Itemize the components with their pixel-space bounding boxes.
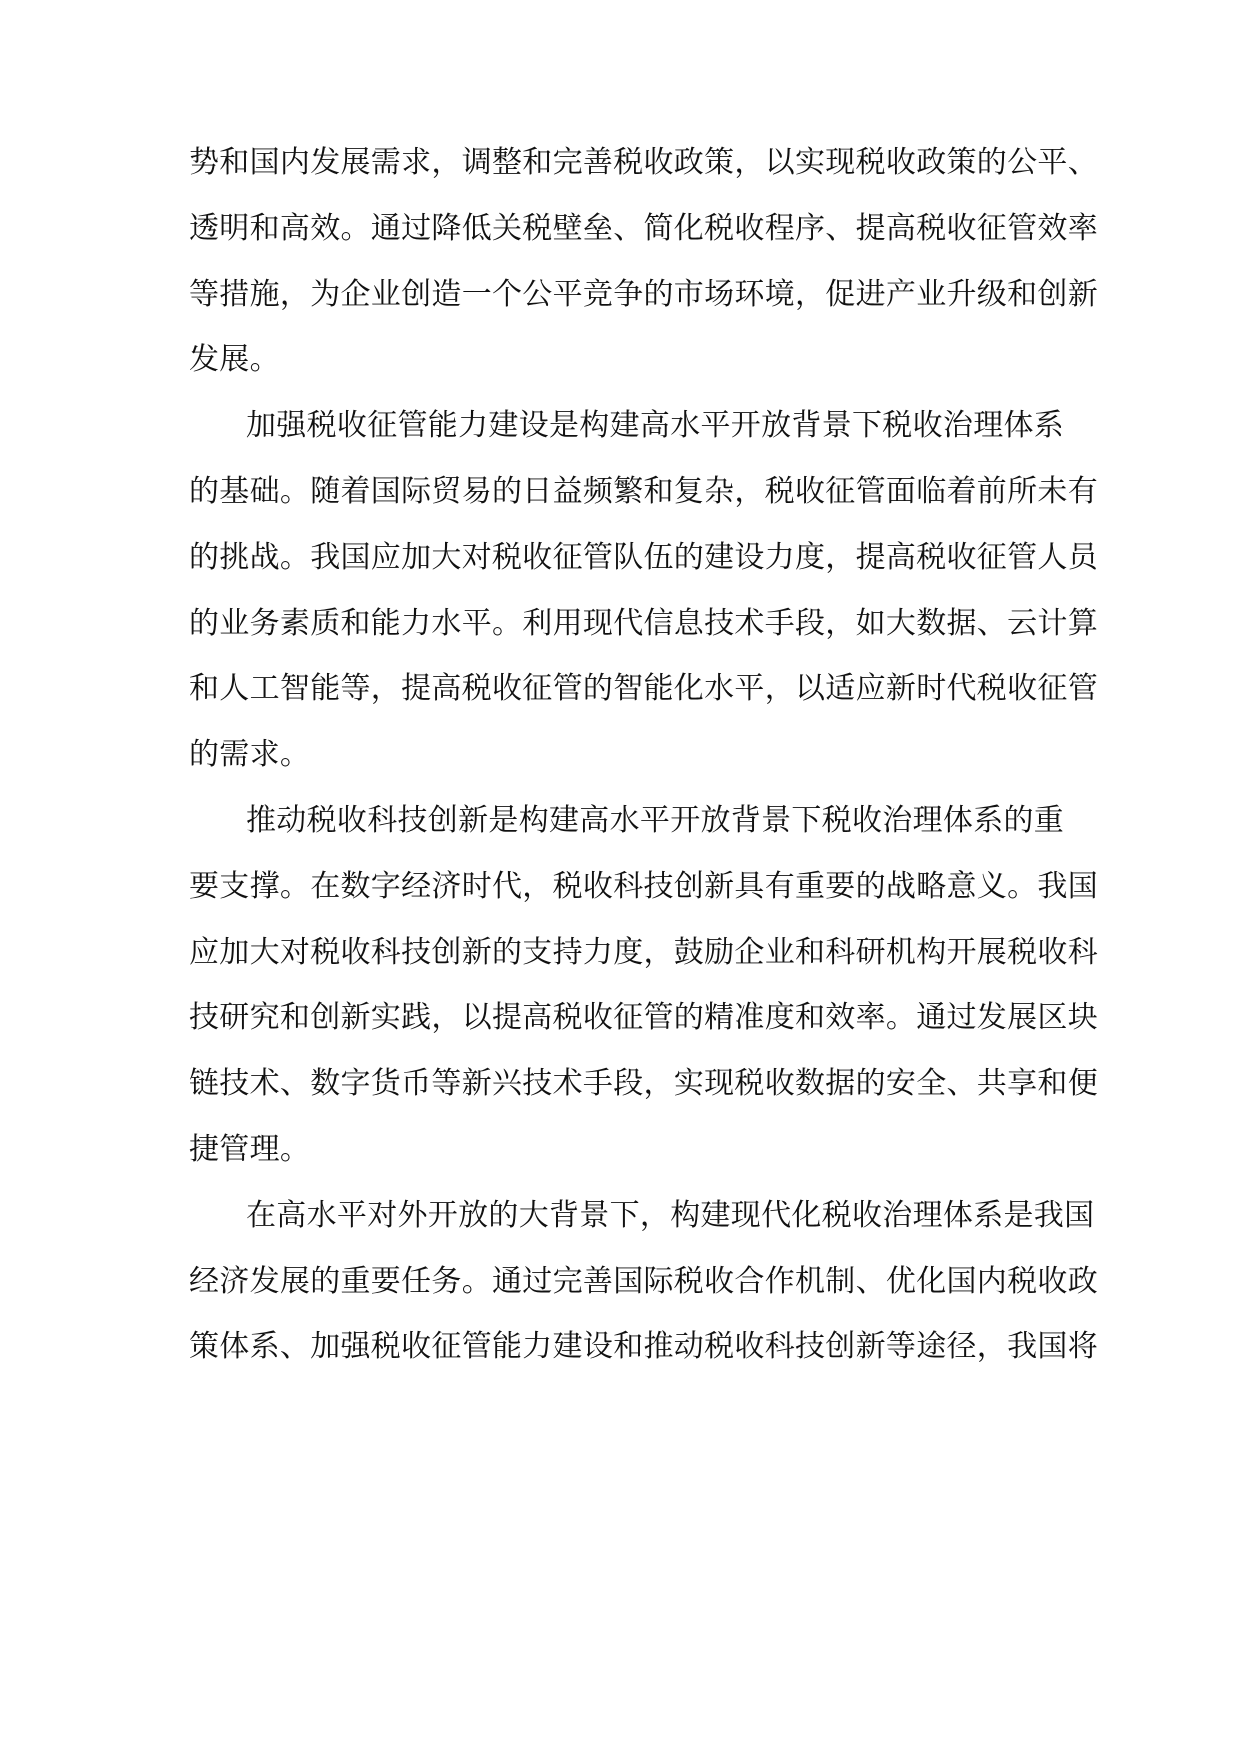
text-line: 加强税收征管能力建设是构建高水平开放背景下税收治理体系 <box>246 408 1065 444</box>
text-line: 经济发展的重要任务。通过完善国际税收合作机制、优化国内税收政 <box>189 1263 1098 1299</box>
text-line: 应加大对税收科技创新的支持力度，鼓励企业和科研机构开展税收科 <box>189 934 1098 970</box>
text-line: 透明和高效。通过降低关税壁垒、简化税收程序、提高税收征管效率 <box>189 210 1098 246</box>
text-line: 在高水平对外开放的大背景下，构建现代化税收治理体系是我国 <box>246 1197 1095 1233</box>
text-line: 链技术、数字货币等新兴技术手段，实现税收数据的安全、共享和便 <box>189 1066 1098 1102</box>
text-line: 策体系、加强税收征管能力建设和推动税收科技创新等途径，我国将 <box>189 1329 1098 1365</box>
text-line: 的需求。 <box>189 737 311 773</box>
text-line: 和人工智能等，提高税收征管的智能化水平，以适应新时代税收征管 <box>189 671 1098 707</box>
text-line: 等措施，为企业创造一个公平竞争的市场环境，促进产业升级和创新 <box>189 276 1098 312</box>
text-line: 技研究和创新实践，以提高税收征管的精准度和效率。通过发展区块 <box>189 1000 1098 1036</box>
text-line: 要支撑。在数字经济时代，税收科技创新具有重要的战略意义。我国 <box>189 868 1098 904</box>
text-line: 发展。 <box>189 342 280 378</box>
text-line: 的业务素质和能力水平。利用现代信息技术手段，如大数据、云计算 <box>189 605 1098 641</box>
text-line: 捷管理。 <box>189 1131 311 1167</box>
text-line: 的挑战。我国应加大对税收征管队伍的建设力度，提高税收征管人员 <box>189 539 1098 575</box>
paragraph-4 <box>189 1183 1098 1380</box>
paragraph-3 <box>189 788 1098 1183</box>
paragraph-1 <box>189 130 1098 393</box>
text-line: 势和国内发展需求，调整和完善税收政策，以实现税收政策的公平、 <box>189 145 1098 180</box>
text-line: 推动税收科技创新是构建高水平开放背景下税收治理体系的重 <box>246 802 1065 838</box>
paragraph-2 <box>189 393 1098 788</box>
text-line: 的基础。随着国际贸易的日益频繁和复杂，税收征管面临着前所未有 <box>189 473 1098 509</box>
document-body <box>189 130 1098 1380</box>
